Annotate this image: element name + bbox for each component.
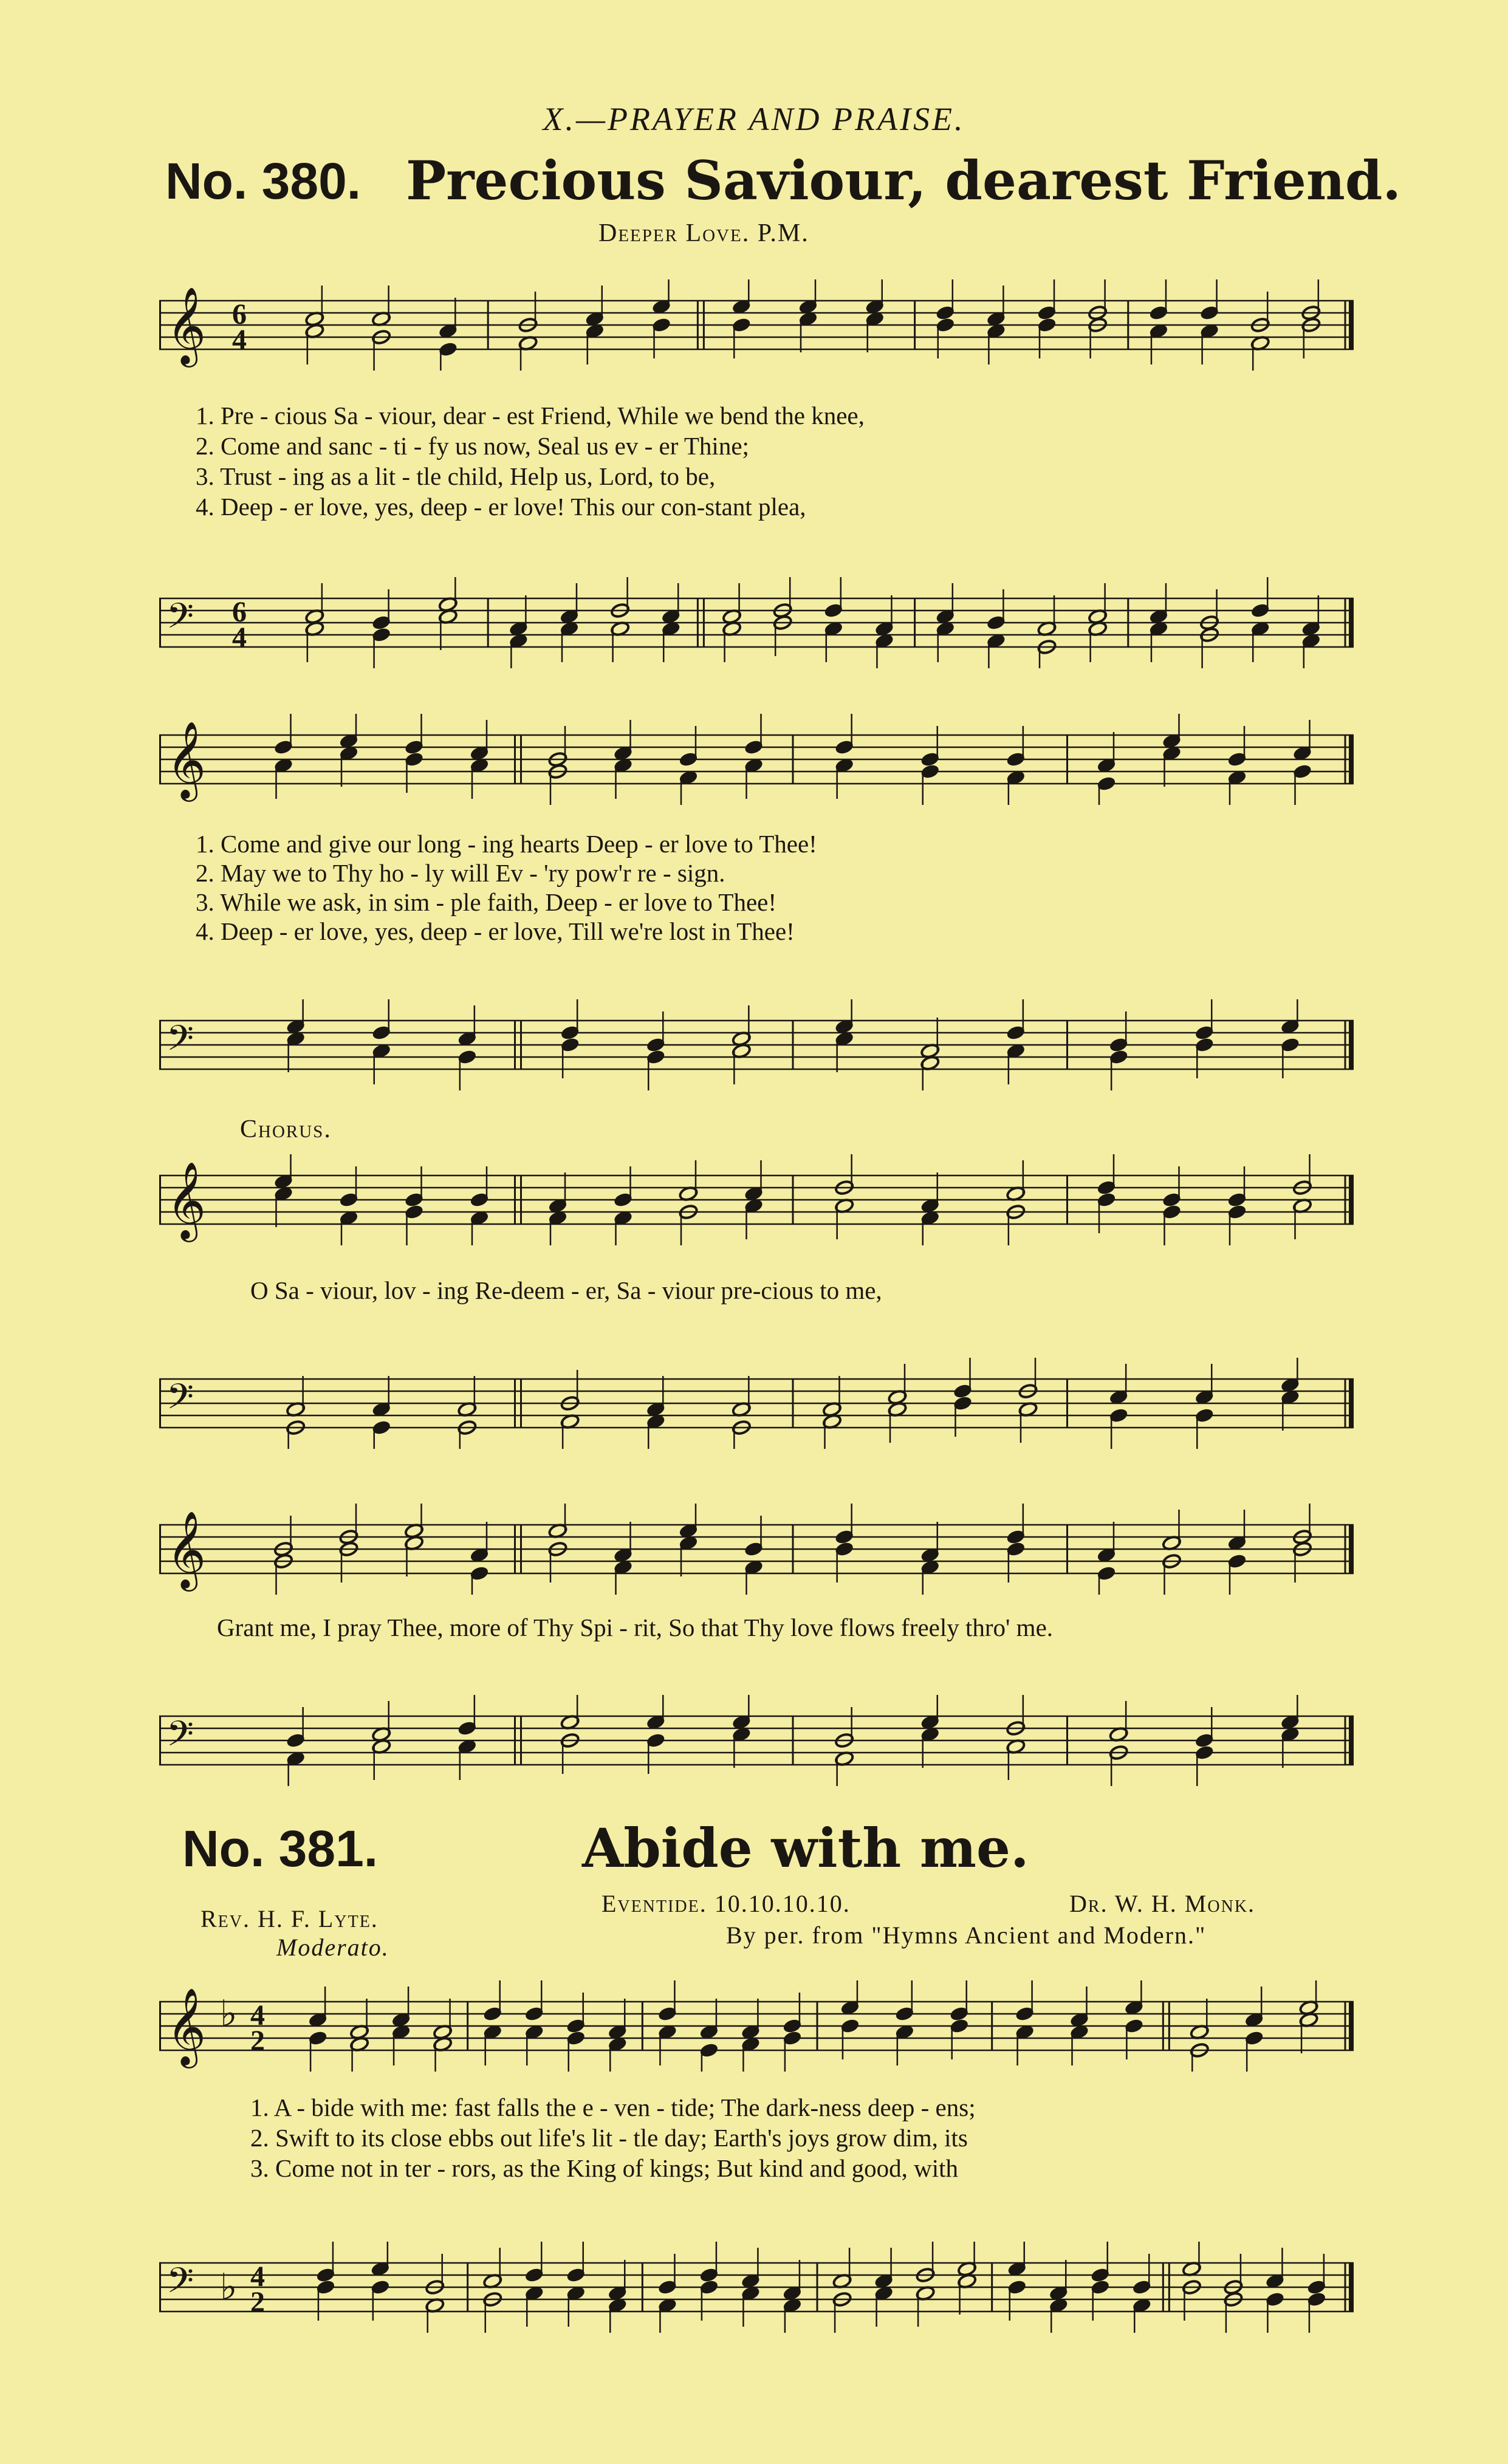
verse-line-1: 1. Pre - cious Sa - viour, dear - est Friend, While we bend the knee, [196, 402, 865, 429]
lyric-line [159, 829, 1354, 858]
treble-staff-chorus-1 [159, 1154, 1354, 1245]
lyric-line [159, 917, 1354, 946]
treble-staff-chorus-2 [159, 1504, 1354, 1595]
verse-line-3: 3. Trust - ing as a lit - tle child, Help us, Lord, to be, [196, 462, 716, 490]
svg-text:𝄢: 𝄢 [166, 595, 194, 645]
svg-text:4: 4 [232, 324, 247, 356]
svg-text:𝄞: 𝄞 [166, 1987, 207, 2065]
verse-line-2b: 2. May we to Thy ho - ly will Ev - 'ry pow'r re - sign. [196, 859, 725, 887]
lyric-line [159, 492, 1354, 521]
bass-staff-system-1 [159, 577, 1354, 668]
lyric-line [159, 401, 1354, 430]
verse-line-3b: 3. While we ask, in sim - ple faith, Deep - er love to Thee! [196, 888, 776, 916]
bass-staff-381 [159, 2242, 1354, 2333]
verse-381-line-3: 3. Come not in ter - rors, as the King of kings; But kind and good, with [250, 2154, 958, 2182]
hymn-380-title: Precious Saviour, dearest Friend. [406, 149, 1402, 212]
lyric-line [159, 2123, 1354, 2152]
lyric-line [159, 858, 1354, 888]
svg-text:𝄢: 𝄢 [166, 2260, 194, 2310]
svg-text:𝄢: 𝄢 [166, 1376, 194, 1426]
bass-staff-chorus-1 [159, 1358, 1354, 1449]
verse-line-4: 4. Deep - er love, yes, deep - er love! This our con-stant plea, [196, 493, 806, 521]
hymn-381-title: Abide with me. [582, 1816, 1029, 1880]
svg-text:♭: ♭ [220, 2266, 238, 2308]
lyric-line [159, 888, 1354, 917]
lyric-line [159, 1276, 1354, 1305]
svg-text:2: 2 [250, 2025, 265, 2057]
hymn-381-number: No. 381. [182, 1820, 379, 1877]
verse-line-2: 2. Come and sanc - ti - fy us now, Seal us ev - er Thine; [196, 432, 749, 460]
svg-text:4: 4 [250, 1999, 265, 2031]
lyric-line [159, 2154, 1354, 2183]
hymn-381-tune: Eventide. 10.10.10.10. [601, 1890, 851, 1917]
chorus-label: Chorus. [240, 1115, 332, 1143]
svg-text:𝄞: 𝄞 [166, 720, 207, 798]
section-header: X.—PRAYER AND PRAISE. [543, 101, 965, 137]
svg-text:𝄞: 𝄞 [166, 1161, 207, 1239]
svg-text:4: 4 [232, 621, 247, 654]
svg-text:♭: ♭ [220, 1993, 238, 2035]
hymn-380-number: No. 380. [165, 152, 362, 210]
bass-staff-chorus-2 [159, 1695, 1354, 1786]
verse-381-line-2: 2. Swift to its close ebbs out life's lit - tle day; Earth's joys grow dim, its [250, 2124, 968, 2152]
svg-text:2: 2 [250, 2286, 265, 2318]
hymn-380-tune: Deeper Love. P.M. [598, 219, 809, 247]
lyric-line [159, 462, 1354, 491]
lyric-line [159, 1613, 1354, 1642]
verse-line-1b: 1. Come and give our long - ing hearts Deep - er love to Thee! [196, 830, 817, 858]
svg-text:𝄢: 𝄢 [166, 1713, 194, 1763]
verse-381-line-1: 1. A - bide with me: fast falls the e - ven - tide; The dark-ness deep - ens; [250, 2093, 976, 2121]
svg-text:6: 6 [232, 298, 247, 330]
chorus-lyric-2: Grant me, I pray Thee, more of Thy Spi - rit, So that Thy love flows freely thro' me. [217, 1614, 1054, 1641]
svg-text:𝄢: 𝄢 [166, 1018, 194, 1067]
svg-text:𝄞: 𝄞 [166, 286, 207, 364]
lyric-line [159, 431, 1354, 460]
svg-text:6: 6 [232, 596, 247, 628]
author: Rev. H. F. Lyte. [200, 1905, 379, 1932]
svg-text:𝄞: 𝄞 [166, 1510, 207, 1588]
treble-staff-system-2 [159, 714, 1354, 805]
verse-line-4b: 4. Deep - er love, yes, deep - er love, Till we're lost in Thee! [196, 917, 795, 945]
svg-text:4: 4 [250, 2260, 265, 2293]
permission-note: By per. from "Hymns Ancient and Modern." [726, 1922, 1207, 1949]
treble-staff-system-1 [159, 279, 1354, 371]
tempo-marking: Moderato. [276, 1934, 389, 1961]
chorus-lyric-1: O Sa - viour, lov - ing Re-deem - er, Sa - viour pre-cious to me, [250, 1276, 882, 1304]
lyric-line [159, 2093, 1354, 2122]
composer: Dr. W. H. Monk. [1069, 1890, 1256, 1917]
bass-staff-system-2 [159, 999, 1354, 1090]
treble-staff-381 [159, 1980, 1354, 2072]
